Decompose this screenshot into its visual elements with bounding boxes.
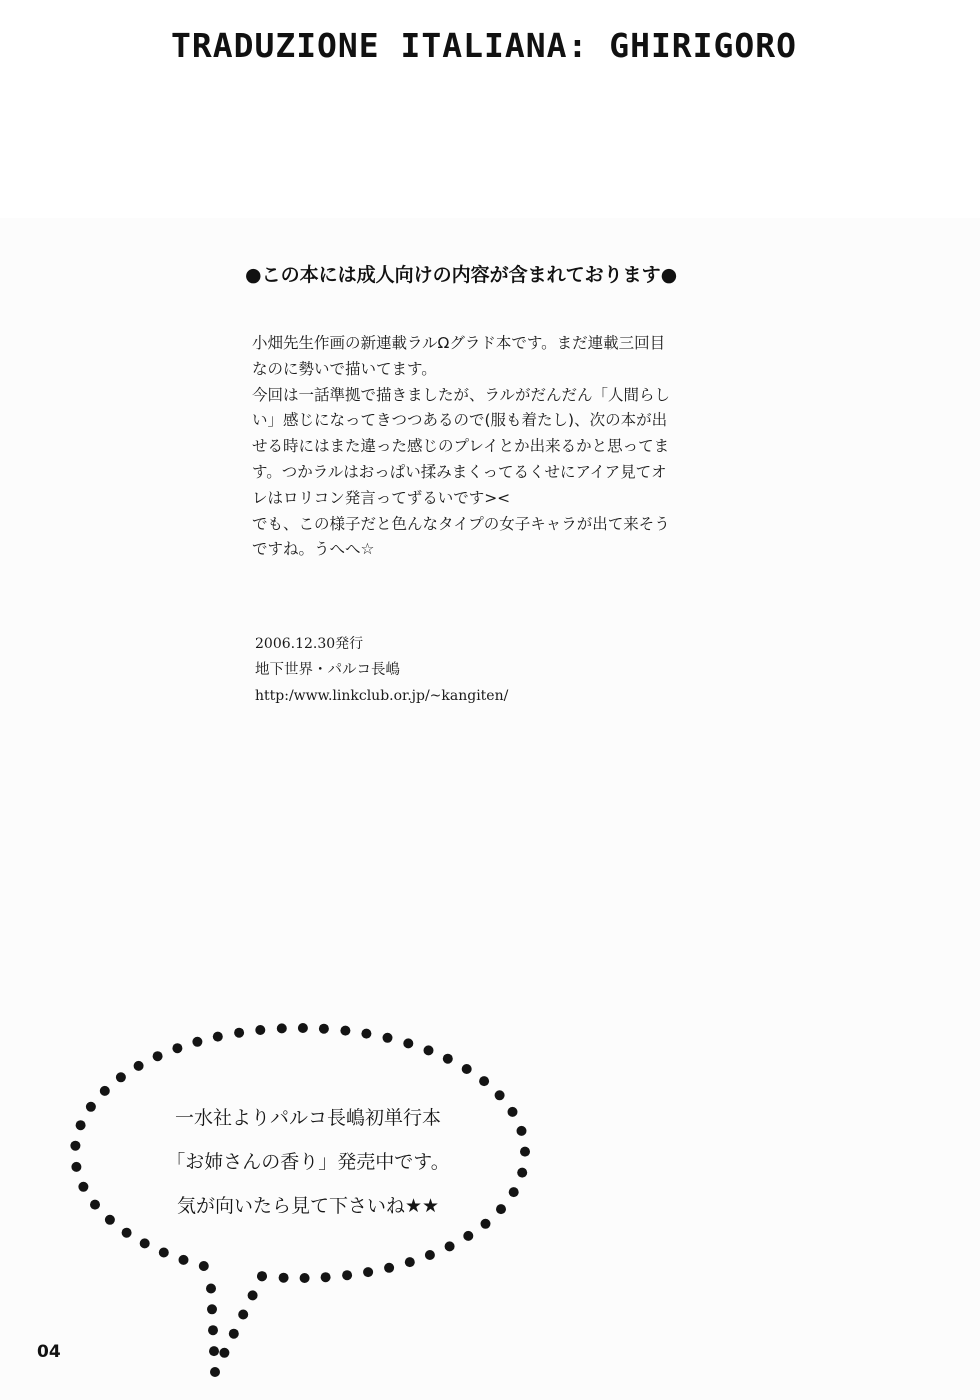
bubble-dot — [445, 1241, 455, 1251]
bubble-dot — [210, 1367, 220, 1377]
bubble-dot — [153, 1051, 163, 1061]
bubble-dot — [508, 1107, 518, 1117]
bubble-dot — [425, 1250, 435, 1260]
afterword-line: レはロリコン発言ってずるいです>< — [252, 488, 511, 507]
bubble-dot — [78, 1182, 88, 1192]
bubble-dot — [517, 1168, 527, 1178]
bubble-dot — [321, 1272, 331, 1282]
publication-date: 2006.12.30発行 — [255, 636, 364, 652]
circle-name: 地下世界・パルコ長嶋 — [255, 662, 400, 678]
afterword-line: 今回は一話準拠で描きましたが、ラルがだんだん「人間らし — [252, 385, 671, 404]
bubble-dot — [159, 1248, 169, 1258]
bubble-dot — [70, 1141, 80, 1151]
afterword-line: せる時にはまた違った感じのプレイとか出来るかと思ってま — [252, 437, 670, 456]
bubble-dot — [90, 1200, 100, 1210]
bubble-dot — [76, 1120, 86, 1130]
bubble-dot — [219, 1348, 229, 1358]
bubble-dot — [140, 1238, 150, 1248]
bubble-announcement — [108, 1096, 508, 1228]
bubble-dot — [424, 1045, 434, 1055]
bubble-dot — [238, 1310, 248, 1320]
afterword-line: ですね。うへへ☆ — [252, 540, 375, 559]
bubble-dot — [100, 1086, 110, 1096]
bubble-dot — [206, 1284, 216, 1294]
website-url: http:/www.linkclub.or.jp/~kangiten/ — [255, 688, 509, 704]
bubble-dot — [213, 1032, 223, 1042]
bubble-dot — [479, 1076, 489, 1086]
afterword-line: なのに勢いで描いてます。 — [252, 359, 437, 378]
afterword-line: い」感じになってきつつあるので(服も着たし)、次の本が出 — [252, 411, 668, 430]
bubble-dot — [403, 1038, 413, 1048]
bubble-dot — [207, 1304, 217, 1314]
bubble-dot — [361, 1029, 371, 1039]
afterword-line: す。つかラルはおっぱい揉みまくってるくせにアイア見てオ — [252, 462, 667, 481]
afterword-line: でも、この様子だと色んなタイプの女子キャラが出て来そう — [252, 514, 670, 533]
bubble-dot — [199, 1261, 209, 1271]
bubble-dot — [209, 1346, 219, 1356]
bubble-dot — [255, 1025, 265, 1035]
bubble-dot — [340, 1026, 350, 1036]
bubble-dot — [192, 1037, 202, 1047]
bubble-dot — [179, 1255, 189, 1265]
bubble-dot — [71, 1162, 81, 1172]
bubble-dot — [443, 1054, 453, 1064]
bubble-dot — [463, 1231, 473, 1241]
bubble-dot — [229, 1329, 239, 1339]
bubble-dot — [509, 1187, 519, 1197]
bubble-line: 「お姉さんの香り」発売中です。 — [166, 1151, 450, 1173]
page-number: 04 — [37, 1342, 61, 1362]
bubble-dot — [248, 1290, 258, 1300]
bubble-dot — [208, 1325, 218, 1335]
translation-credit: TRADUZIONE ITALIANA: GHIRIGORO — [170, 26, 798, 65]
bubble-dot — [383, 1033, 393, 1043]
bubble-dot — [134, 1061, 144, 1071]
bubble-dot — [257, 1271, 267, 1281]
bubble-dot — [234, 1028, 244, 1038]
bubble-dot — [462, 1064, 472, 1074]
bubble-dot — [298, 1023, 308, 1033]
bubble-dot — [384, 1263, 394, 1273]
adult-content-warning: ●この本には成人向けの内容が含まれております● — [245, 264, 678, 286]
bubble-dot — [319, 1024, 329, 1034]
bubble-dot — [405, 1257, 415, 1267]
bubble-dot — [122, 1228, 132, 1238]
bubble-dot — [520, 1147, 530, 1157]
bubble-dot — [300, 1273, 310, 1283]
bubble-dot — [86, 1102, 96, 1112]
bubble-dot — [172, 1043, 182, 1053]
bubble-dot — [363, 1267, 373, 1277]
bubble-dot — [116, 1072, 126, 1082]
afterword-line: 小畑先生作画の新連載ラルΩグラド本です。まだ連載三回目 — [252, 334, 666, 352]
bubble-line: 気が向いたら見て下さいね★★ — [176, 1195, 440, 1217]
bubble-line: 一水社よりパルコ長嶋初単行本 — [174, 1107, 441, 1129]
bubble-dot — [517, 1126, 527, 1136]
bubble-dot — [342, 1270, 352, 1280]
bubble-dot — [277, 1023, 287, 1033]
bubble-dot — [279, 1273, 289, 1283]
